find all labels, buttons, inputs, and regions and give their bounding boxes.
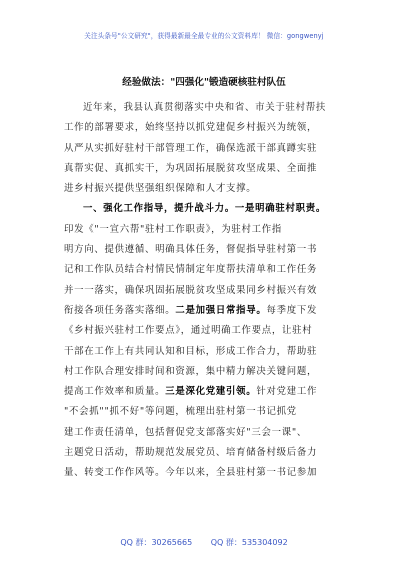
text-line xyxy=(64,98,348,118)
text-line xyxy=(64,240,348,260)
text-line xyxy=(64,118,348,138)
body-text: 村工作队合理安排时间和资源，集中精力解决关键问题， xyxy=(64,365,318,377)
text-line xyxy=(64,382,348,402)
text-line xyxy=(64,443,348,463)
text-line xyxy=(64,362,348,382)
body-text: 近年来，我县认真贯彻落实中央和省、市关于驻村帮扶 xyxy=(83,102,327,113)
body-text: 进乡村振兴提供坚强组织保障和人才支撑。 xyxy=(64,183,257,195)
bold-heading-text: 二是加强日常指导。 xyxy=(175,304,267,316)
body-text: 工作的部署要求，始终坚持以抓党建促乡村振兴为统领， xyxy=(64,122,318,134)
text-line xyxy=(64,463,348,483)
body-text: 每季度下发 xyxy=(266,304,318,316)
bold-heading-text: 三是深化党建引领。 xyxy=(165,386,257,398)
body-text: 真帮实促、真抓实干，为巩固拓展脱贫攻坚成果、全面推 xyxy=(64,162,318,174)
body-text: 印发《"一宣六帮"驻村工作职责》，为驻村工作指 xyxy=(64,223,283,235)
text-line xyxy=(64,402,348,422)
body-text: "不会抓""抓不好"等问题，梳理出驻村第一书记抓党 xyxy=(64,406,297,418)
text-line xyxy=(64,281,348,301)
body-text: 提高工作效率和质量。 xyxy=(64,386,166,398)
body-text: 建工作责任清单，包括督促党支部落实好"三会一课"、 xyxy=(64,426,308,438)
text-line xyxy=(64,179,348,199)
body-text: 量、转变工作作风等。今年以来，全县驻村第一书记参加 xyxy=(64,467,318,479)
body-text: 干部在工作上有共同认知和目标，形成工作合力，帮助驻 xyxy=(64,345,318,357)
body-text: 《乡村振兴驻村工作要点》，通过明确工作要点，让驻村 xyxy=(64,325,313,337)
document-title: 经验做法："四强化"锻造硬核驻村队伍 xyxy=(122,77,286,88)
body-text: 记和工作队员结合村情民情制定年度帮扶清单和工作任务 xyxy=(64,264,318,276)
bold-heading-text: 一、强化工作指导，提升战斗力。一是明确驻村职责。 xyxy=(83,203,327,215)
text-line xyxy=(64,159,348,179)
body-text: 衔接各项任务落实落细。 xyxy=(64,304,176,316)
text-line xyxy=(64,220,348,240)
text-line xyxy=(64,301,348,321)
text-line xyxy=(64,321,348,341)
footer-qq-group-1: QQ 群：30265665 xyxy=(120,538,193,547)
body-text: 并一一落实，确保巩固拓展脱贫攻坚成果同乡村振兴有效 xyxy=(64,284,318,296)
footer xyxy=(0,537,408,548)
body-text: 明方向、提供遵循、明确具体任务，督促指导驻村第一书 xyxy=(64,244,318,256)
text-line xyxy=(64,199,348,219)
header-banner: 关注头条号"公文研究"，获得最新最全最专业的公文资料库！ 微信：gongwenyj xyxy=(84,32,324,40)
text-line xyxy=(64,139,348,159)
body-paragraph xyxy=(64,98,348,199)
body-text: 针对党建工作 xyxy=(256,386,318,398)
body-text: 主题党日活动，帮助规范发展党员、培育储备村级后备力 xyxy=(64,447,318,459)
text-line xyxy=(64,342,348,362)
text-line xyxy=(64,260,348,280)
footer-qq-group-2: QQ 群：535304092 xyxy=(210,538,288,547)
document-body xyxy=(64,98,348,484)
body-text: 从严从实抓好驻村干部管理工作，确保选派干部真蹲实驻 xyxy=(64,142,318,154)
text-line xyxy=(64,423,348,443)
body-paragraph xyxy=(64,199,348,483)
